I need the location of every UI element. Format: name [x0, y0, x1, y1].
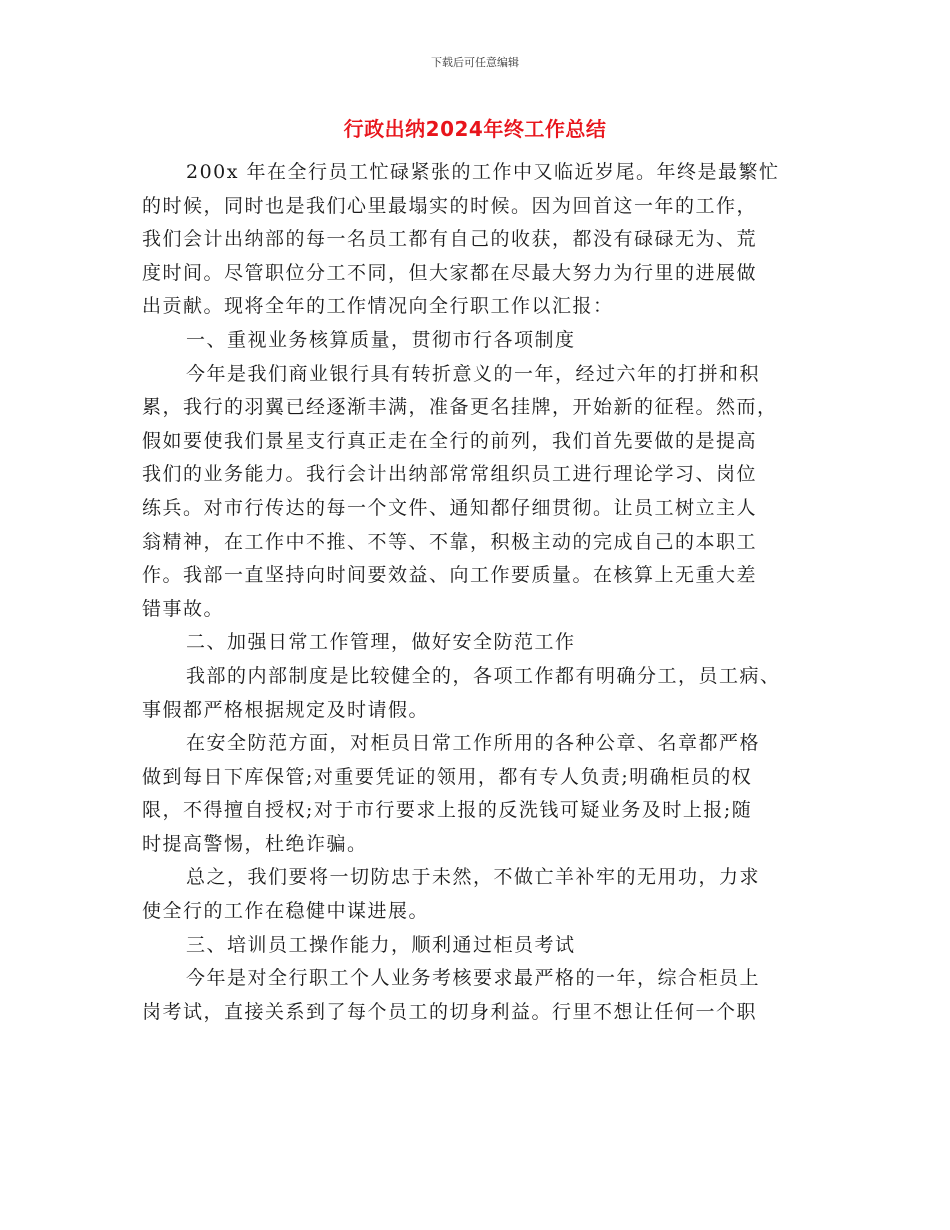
- text-line: 作。我部一直坚持向时间要效益、向工作要质量。在核算上无重大差: [142, 564, 758, 587]
- text-line: 事假都严格根据规定及时请假。: [142, 698, 430, 721]
- text-line: 200x 年在全行员工忙碌紧张的工作中又临近岁尾。年终是最繁忙: [186, 161, 780, 183]
- text-line: 三、培训员工操作能力，顺利通过柜员考试: [186, 933, 576, 956]
- text-line: 假如要使我们景星支行真正走在全行的前列，我们首先要做的是提高: [142, 429, 758, 452]
- text-line: 二、加强日常工作管理，做好安全防范工作: [186, 631, 576, 654]
- text-line: 在安全防范方面，对柜员日常工作所用的各种公章、名章都严格: [186, 732, 761, 755]
- text-line: 一、重视业务核算质量，贯彻市行各项制度: [186, 328, 576, 351]
- text-line: 的时候，同时也是我们心里最塌实的时候。因为回首这一年的工作，: [142, 194, 758, 217]
- document-title: 行政出纳2024年终工作总结: [343, 117, 607, 141]
- text-line: 时提高警惕，杜绝诈骗。: [142, 832, 368, 855]
- text-line: 累，我行的羽翼已经逐渐丰满，准备更名挂牌，开始新的征程。然而，: [142, 396, 778, 419]
- text-line: 总之，我们要将一切防忠于未然，不做亡羊补牢的无用功，力求: [186, 866, 761, 889]
- page-header-note: 下载后可任意编辑: [431, 56, 519, 69]
- text-line: 出贡献。现将全年的工作情况向全行职工作以汇报：: [142, 295, 614, 318]
- text-line: 翁精神，在工作中不推、不等、不靠，积极主动的完成自己的本职工: [142, 530, 758, 553]
- text-line: 使全行的工作在稳健中谋进展。: [142, 900, 430, 923]
- text-line: 度时间。尽管职位分工不同，但大家都在尽最大努力为行里的进展做: [142, 261, 758, 284]
- text-line: 我部的内部制度是比较健全的，各项工作都有明确分工，员工病、: [186, 664, 781, 687]
- text-line: 限，不得擅自授权;对于市行要求上报的反洗钱可疑业务及时上报;随: [142, 799, 753, 822]
- text-line: 今年是对全行职工个人业务考核要求最严格的一年，综合柜员上: [186, 967, 761, 990]
- text-line: 我们的业务能力。我行会计出纳部常常组织员工进行理论学习、岗位: [142, 463, 758, 486]
- text-line: 做到每日下库保管;对重要凭证的领用，都有专人负责;明确柜员的权: [142, 765, 753, 788]
- text-line: 我们会计出纳部的每一名员工都有自己的收获，都没有碌碌无为、荒: [142, 228, 758, 251]
- text-line: 今年是我们商业银行具有转折意义的一年，经过六年的打拼和积: [186, 362, 761, 385]
- text-line: 错事故。: [142, 597, 225, 620]
- text-line: 练兵。对市行传达的每一个文件、通知都仔细贯彻。让员工树立主人: [142, 496, 758, 519]
- document-body: [142, 156, 812, 1029]
- text-line: 岗考试，直接关系到了每个员工的切身利益。行里不想让任何一个职: [142, 1000, 758, 1023]
